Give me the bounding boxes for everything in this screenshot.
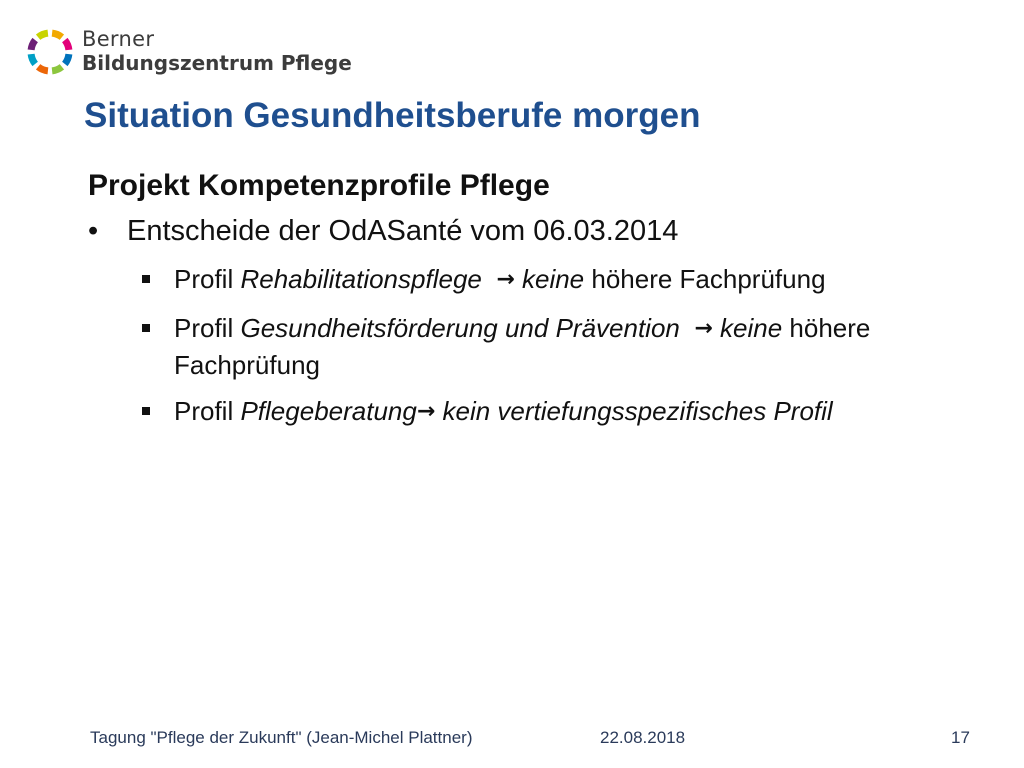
footer-page-number: 17 <box>951 728 970 747</box>
logo-ring-segment <box>38 67 48 71</box>
sub-item-profile: Gesundheitsförderung und Prävention <box>240 313 680 343</box>
arrow-right-icon: → <box>496 267 515 292</box>
logo-ring-segment <box>52 67 62 71</box>
logo-ring-segment <box>38 33 48 37</box>
footer-event: Tagung "Pflege der Zukunft" (Jean-Michel Plattner) <box>90 728 473 747</box>
sub-item-gesundheitsfoerderung <box>138 311 904 382</box>
footer-date: 22.08.2018 <box>600 728 686 747</box>
sub-item-profile: Rehabilitationspflege <box>240 264 482 294</box>
logo-ring-segment <box>65 40 69 50</box>
logo-ring-segment <box>31 40 35 50</box>
sub-item-rest: höhere Fachprüfung <box>584 264 826 294</box>
sub-item-verdict: kein vertiefungsspezifisches Profil <box>442 396 833 426</box>
arrow-right-icon: → <box>416 399 436 424</box>
bullet-item <box>88 212 948 250</box>
bullet-mark: • <box>88 215 99 247</box>
sub-item-rest: höhere Fachprüfung <box>174 313 871 380</box>
logo-ring-segment <box>52 33 62 37</box>
arrow-right-icon: → <box>694 316 713 341</box>
logo-ring-icon <box>26 28 74 76</box>
slide-title: Situation Gesundheitsberufe morgen <box>84 96 701 135</box>
bullet-text: Entscheide der OdASanté vom 06.03.2014 <box>127 215 679 247</box>
slide-content <box>88 166 948 431</box>
sub-item-pflegeberatung <box>138 394 904 431</box>
slide-subtitle: Projekt Kompetenzprofile Pflege <box>88 169 550 202</box>
sub-item-prefix: Profil <box>174 264 241 294</box>
square-bullet-icon <box>142 275 150 283</box>
sub-item-rehabilitation <box>138 262 904 299</box>
square-bullet-icon <box>142 324 150 332</box>
logo-ring-segment <box>65 54 69 64</box>
sub-item-verdict: keine <box>720 313 783 343</box>
sub-item-prefix: Profil <box>174 313 241 343</box>
sub-item-prefix: Profil <box>174 396 241 426</box>
square-bullet-icon <box>142 407 150 415</box>
logo-ring-segment <box>31 54 35 64</box>
logo-line2: Bildungszentrum Pflege <box>82 51 352 75</box>
sub-item-verdict: keine <box>521 264 585 294</box>
logo-line1: Berner <box>82 27 155 51</box>
logo <box>26 27 352 80</box>
sub-item-profile: Pflegeberatung <box>240 396 417 426</box>
